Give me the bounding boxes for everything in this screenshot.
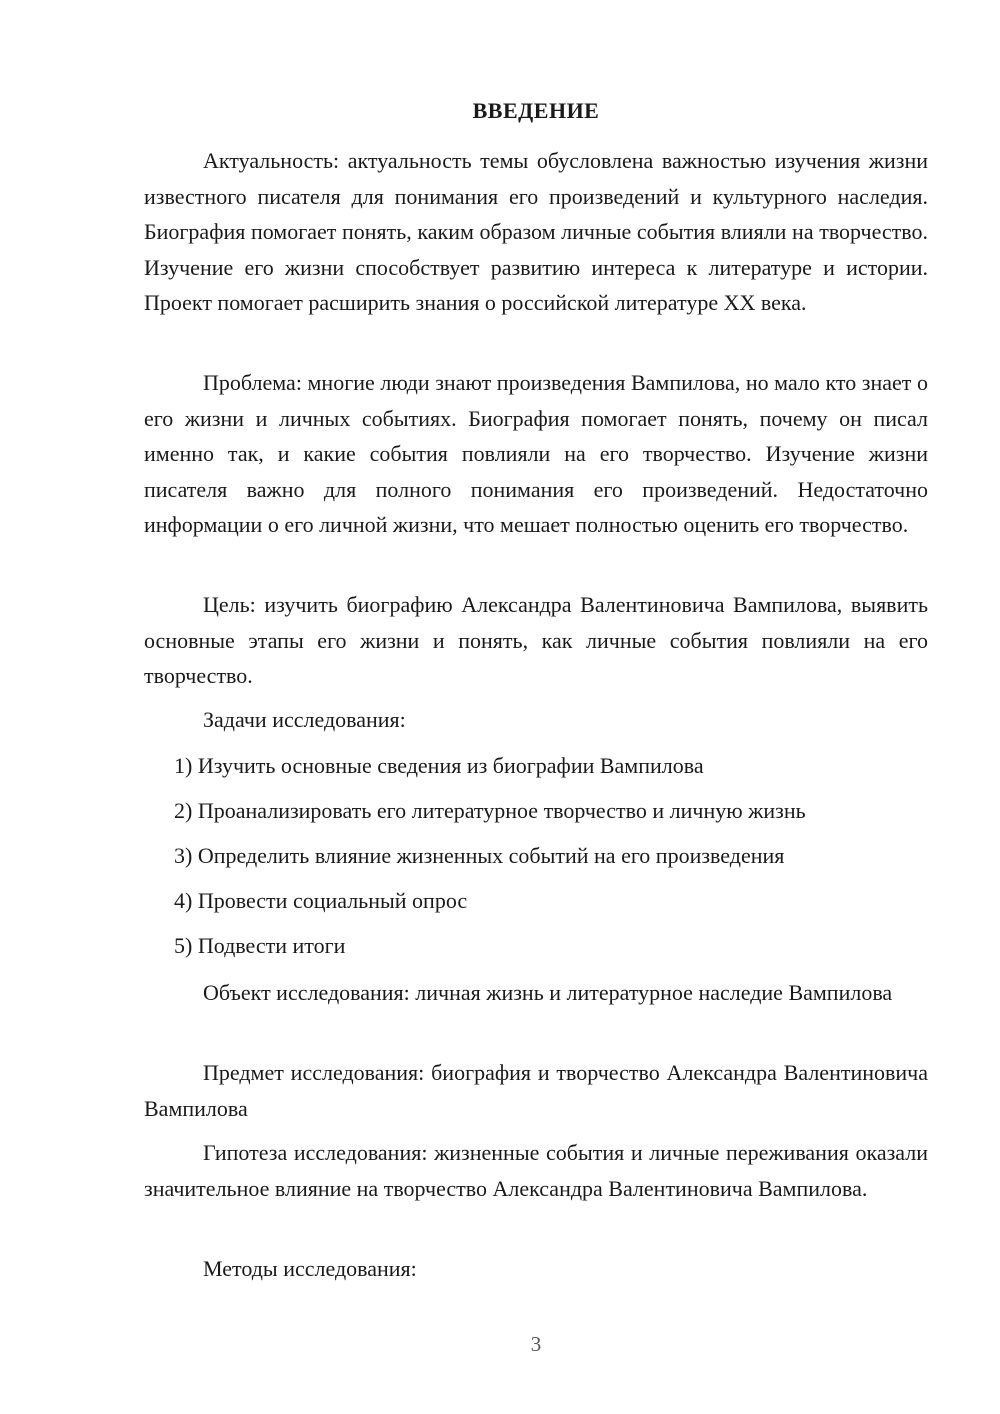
page-number: 3 (530, 1332, 542, 1356)
task-item: 4) Провести социальный опрос (174, 888, 468, 913)
paragraph-object: Объект исследования: личная жизнь и литературное наследие Вампилова (203, 980, 893, 1005)
tasks-title: Задачи исследования: (203, 707, 406, 732)
paragraph-goal: Цель: изучить биографию Александра Валентиновича Вампилова, выявить основные этапы его жизни и понять, как личные события повлияли на его творчество. (144, 592, 928, 688)
task-item: 2) Проанализировать его литературное творчество и личную жизнь (174, 798, 806, 823)
paragraph-relevance: Актуальность: актуальность темы обусловлена важностью изучения жизни известного писателя для понимания его произведений и культурного наследия. Биография помогает понять, каким образом личные события влияли на творчество. Изучение его жизни способствует развитию интереса к литературе и истории. Проект помогает расширить знания о российской литературе XX века. (144, 148, 928, 315)
document-page (144, 0, 928, 1414)
task-item: 3) Определить влияние жизненных событий на его произведения (174, 843, 785, 868)
task-item: 1) Изучить основные сведения из биографии Вампилова (174, 753, 704, 778)
section-heading: ВВЕДЕНИЕ (472, 98, 600, 123)
paragraph-problem: Проблема: многие люди знают произведения Вампилова, но мало кто знает о его жизни и личных событиях. Биография помогает понять, почему он писал именно так, и какие события повлияли на его творчество. Изучение жизни писателя важно для полного понимания его произведений. Недостаточно информации о его личной жизни, что мешает полностью оценить его творчество. (144, 370, 928, 537)
paragraph-hypothesis: Гипотеза исследования: жизненные события и личные переживания оказали значительное влияние на творчество Александра Валентиновича Вампилова. (144, 1140, 928, 1201)
paragraph-methods: Методы исследования: (203, 1256, 417, 1281)
paragraph-subject: Предмет исследования: биография и творчество Александра Валентиновича Вампилова (144, 1060, 928, 1121)
task-item: 5) Подвести итоги (174, 933, 346, 958)
